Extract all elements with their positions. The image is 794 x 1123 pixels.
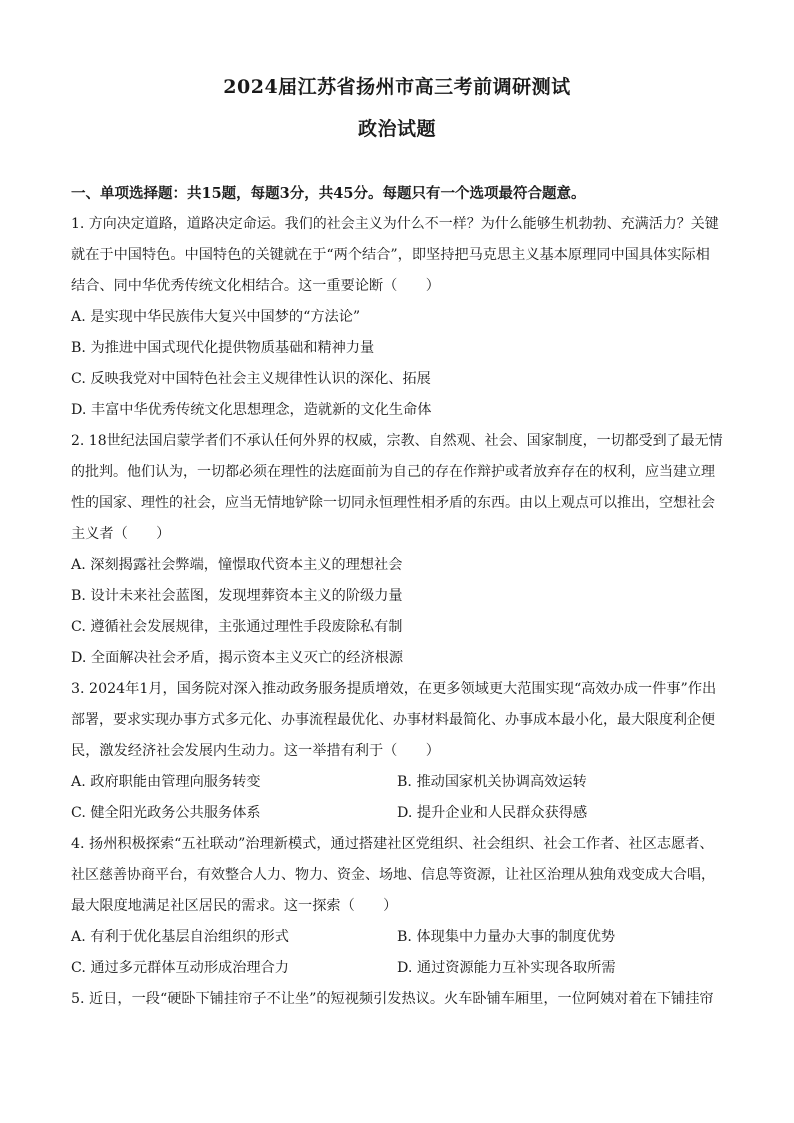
q1-option-a: A. 是实现中华民族伟大复兴中国梦的“方法论”	[71, 309, 361, 325]
q2-option-a: A. 深刻揭露社会弊端，憧憬取代资本主义的理想社会	[71, 557, 403, 573]
q4-option-a: A. 有利于优化基层自治组织的形式	[71, 929, 289, 945]
q4-stem-line: 社区慈善协商平台，有效整合人力、物力、资金、场地、信息等资源，让社区治理从独角戏变成大合唱，	[71, 867, 715, 883]
q1-option-c: C. 反映我党对中国特色社会主义规律性认识的深化、拓展	[71, 371, 431, 387]
q3-option-d: D. 提升企业和人民群众获得感	[397, 805, 588, 821]
q5-stem-line: 5. 近日，一段“硬卧下铺挂帘子不让坐”的短视频引发热议。火车卧铺车厢里，一位阿姨对着在下铺挂帘	[71, 991, 714, 1007]
q1-option-b: B. 为推进中国式现代化提供物质基础和精神力量	[71, 340, 375, 356]
q1-stem-line: 结合、同中华优秀传统文化相结合。这一重要论断（ ）	[71, 278, 440, 294]
q3-option-c: C. 健全阳光政务公共服务体系	[71, 805, 261, 821]
q4-stem-line: 4. 扬州积极探索“五社联动”治理新模式，通过搭建社区党组织、社会组织、社会工作者、社区志愿者、	[71, 836, 714, 852]
q3-stem-line: 民，激发经济社会发展内生动力。这一举措有利于（ ）	[71, 743, 440, 759]
q4-option-d: D. 通过资源能力互补实现各取所需	[397, 960, 616, 976]
q2-stem-line: 的批判。他们认为，一切都必须在理性的法庭面前为自己的存在作辩护或者放弃存在的权利，应当建立理	[71, 464, 715, 480]
q2-option-c: C. 遵循社会发展规律，主张通过理性手段废除私有制	[71, 619, 403, 635]
exam-subtitle: 政治试题	[357, 118, 436, 140]
exam-title: 2024届江苏省扬州市高三考前调研测试	[223, 76, 571, 98]
q1-option-d: D. 丰富中华优秀传统文化思想理念，造就新的文化生命体	[71, 402, 432, 418]
q2-stem-line: 性的国家、理性的社会，应当无情地铲除一切同永恒理性相矛盾的东西。由以上观点可以推出，空想社会	[71, 495, 715, 511]
q1-stem-line: 就在于中国特色。中国特色的关键就在于“两个结合”，即坚持把马克思主义基本原理同中国具体实际相	[71, 247, 710, 263]
q2-stem-line: 主义者（ ）	[71, 526, 171, 542]
section-heading: 一、单项选择题：共15题，每题3分，共45分。每题只有一个选项最符合题意。	[71, 185, 586, 202]
q2-stem-line: 2. 18世纪法国启蒙学者们不承认任何外界的权威，宗教、自然观、社会、国家制度，一切都受到了最无情	[71, 433, 723, 449]
q3-option-b: B. 推动国家机关协调高效运转	[397, 774, 587, 790]
q3-option-a: A. 政府职能由管理向服务转变	[71, 774, 261, 790]
q2-option-b: B. 设计未来社会蓝图，发现埋葬资本主义的阶级力量	[71, 588, 403, 604]
q3-stem-line: 3. 2024年1月，国务院对深入推动政务服务提质增效，在更多领域更大范围实现“高效办成一件事”作出	[71, 681, 717, 697]
q4-option-c: C. 通过多元群体互动形成治理合力	[71, 960, 289, 976]
q1-stem-line: 1. 方向决定道路，道路决定命运。我们的社会主义为什么不一样？为什么能够生机勃勃、充满活力？关键	[71, 216, 719, 232]
q4-stem-line: 最大限度地满足社区居民的需求。这一探索（ ）	[71, 898, 398, 914]
q3-stem-line: 部署，要求实现办事方式多元化、办事流程最优化、办事材料最简化、办事成本最小化，最大限度利企便	[71, 712, 715, 728]
q4-option-b: B. 体现集中力量办大事的制度优势	[397, 929, 616, 945]
q2-option-d: D. 全面解决社会矛盾，揭示资本主义灭亡的经济根源	[71, 650, 404, 666]
